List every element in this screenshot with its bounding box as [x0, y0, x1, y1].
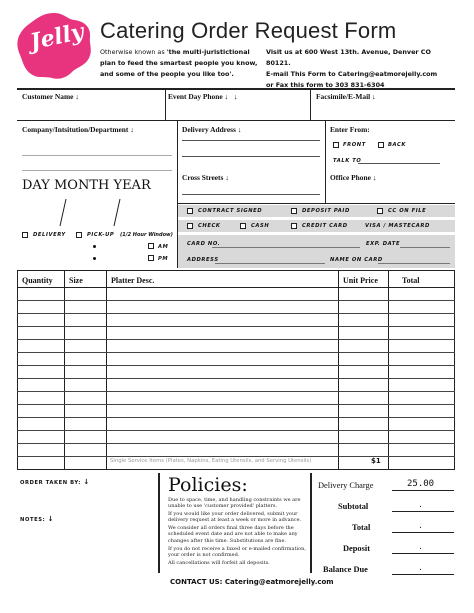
- credit-card-checkbox[interactable]: [291, 223, 297, 229]
- policy-3: We consider all orders final three days before the scheduled event date and are not able to make any changes after this time. Substitutions are fine.: [168, 525, 298, 544]
- office-phone-label: Office Phone ↓: [330, 173, 377, 182]
- address-label: ADDRESS: [187, 257, 219, 263]
- total-dot: .: [419, 521, 422, 531]
- name-on-card-label: NAME ON CARD: [330, 257, 383, 263]
- delivery-checkbox[interactable]: [22, 232, 28, 238]
- pickup-checkbox[interactable]: [76, 232, 82, 238]
- order-taken-by-field[interactable]: [20, 486, 155, 508]
- order-taken-by-label: ORDER TAKEN BY: ↓: [20, 478, 90, 486]
- total-field[interactable]: [392, 520, 454, 532]
- table-row[interactable]: [17, 443, 455, 444]
- arrow-down-icon: ↓: [83, 478, 90, 486]
- divider: [177, 203, 455, 204]
- deposit-paid-label: DEPOSIT PAID: [302, 208, 350, 214]
- col-header-size: Size: [69, 276, 83, 285]
- email-line: E-mail This Form to Catering@eatmorejelly.com: [266, 70, 438, 78]
- divider: [177, 120, 178, 203]
- col-header-total: Total: [402, 276, 420, 285]
- card-no-label: CARD NO.: [187, 241, 221, 247]
- notes-field[interactable]: [20, 524, 155, 572]
- arrow-down-icon: ↓: [372, 173, 377, 182]
- divider: [392, 511, 454, 512]
- section-top-rule: [17, 88, 455, 90]
- event-day-phone-label: Event Day Phone ↓ ↓: [168, 92, 238, 101]
- arrow-down-icon: ↓: [75, 92, 79, 101]
- total-label: Total: [352, 523, 371, 532]
- check-checkbox[interactable]: [187, 223, 193, 229]
- table-row[interactable]: [17, 313, 455, 314]
- fax-line: or Fax this form to 303 831-6304: [266, 81, 385, 89]
- arrow-down-icon: ↓: [47, 515, 55, 523]
- deposit-field[interactable]: [392, 541, 454, 553]
- divider: [392, 490, 454, 491]
- pm-label: PM: [158, 256, 169, 262]
- policy-4: If you do not receive a faxed or e-mailed confirmation, your order is not confirmed.: [168, 545, 306, 558]
- am-label: AM: [158, 244, 169, 250]
- cc-on-file-label: CC ON FILE: [388, 208, 427, 214]
- divider: [17, 120, 455, 121]
- divider: [182, 140, 320, 141]
- enter-from-label: Enter From:: [330, 125, 370, 134]
- service-items-text: Single Service Items (Plates, Napkins, Eating Utensils, and Serving Utensils): [110, 458, 312, 464]
- table-row[interactable]: [17, 365, 455, 366]
- divider: [158, 473, 160, 573]
- back-label: BACK: [388, 142, 407, 148]
- table-row[interactable]: [17, 352, 455, 353]
- divider: [400, 247, 450, 248]
- divider: [17, 287, 455, 288]
- visit-line: Visit us at 600 West 13th. Avenue, Denver CO 80121.: [266, 48, 431, 67]
- divider: [182, 156, 320, 157]
- am-checkbox[interactable]: [148, 243, 154, 249]
- table-row[interactable]: [17, 378, 455, 379]
- col-header-quantity: Quantity: [22, 276, 53, 285]
- col-header-platter-desc: Platter Desc.: [111, 276, 155, 285]
- front-label: FRONT: [343, 142, 366, 148]
- page-title: Catering Order Request Form: [100, 18, 397, 43]
- policies-text: [168, 497, 306, 566]
- facsimile-email-label: Facsimile/E-Mail ↓: [316, 92, 376, 101]
- arrow-down-icon: ↓: [372, 92, 376, 101]
- cross-streets-label: Cross Streets ↓: [182, 173, 229, 182]
- date-field[interactable]: [22, 196, 172, 228]
- pm-checkbox[interactable]: [148, 255, 154, 261]
- policy-5: All cancellations will forfeit all deposits.: [168, 559, 270, 566]
- service-items-price: $1: [371, 457, 381, 465]
- bullet-icon: [93, 245, 96, 248]
- credit-card-label: CREDIT CARD: [302, 223, 348, 229]
- policy-1: Due to space, time, and handling constraints we are unable to use 'customer provided' platters.: [168, 497, 301, 510]
- table-row[interactable]: [17, 456, 455, 457]
- divider: [310, 88, 311, 120]
- customer-name-label: Customer Name ↓: [22, 92, 79, 101]
- delivery-address-label: Delivery Address ↓: [182, 125, 242, 134]
- divider: [22, 155, 172, 156]
- policies-title: Policies:: [168, 474, 248, 496]
- contact-block: [266, 47, 456, 91]
- cash-checkbox[interactable]: [240, 223, 246, 229]
- visa-mastercard-label: VISA / MASTECARD: [365, 223, 430, 229]
- cash-label: CASH: [251, 223, 270, 229]
- customer-name-field[interactable]: [22, 102, 162, 118]
- deposit-label: Deposit: [343, 544, 370, 553]
- table-row[interactable]: [17, 391, 455, 392]
- event-day-phone-field[interactable]: [168, 102, 306, 118]
- subtotal-label: Subtotal: [338, 502, 369, 511]
- table-row[interactable]: [17, 300, 455, 301]
- table-row[interactable]: [17, 417, 455, 418]
- divider: [392, 574, 454, 575]
- table-row[interactable]: [17, 339, 455, 340]
- contract-signed-checkbox[interactable]: [187, 208, 193, 214]
- cross-streets-field[interactable]: [182, 182, 320, 198]
- divider: [310, 473, 312, 573]
- logo-text: Jelly: [27, 18, 87, 56]
- check-label: CHECK: [198, 223, 221, 229]
- policy-2: If you would like your order delivered, submit your delivery request at least a week or more in advance.: [168, 511, 302, 524]
- balance-due-dot: .: [419, 563, 422, 573]
- back-checkbox[interactable]: [378, 142, 384, 148]
- intro-prefix: Otherwise known as: [100, 48, 167, 56]
- deposit-paid-checkbox[interactable]: [291, 208, 297, 214]
- divider: [358, 163, 440, 164]
- divider: [182, 194, 320, 195]
- company-field[interactable]: [22, 136, 172, 170]
- contract-signed-label: CONTRACT SIGNED: [198, 208, 263, 214]
- pickup-label: PICK-UP: [87, 232, 115, 238]
- exp-date-label: EXP. DATE: [366, 241, 401, 247]
- deposit-dot: .: [419, 542, 422, 552]
- delivery-charge-label: Delivery Charge: [318, 481, 374, 490]
- bullet-icon: [93, 257, 96, 260]
- divider: [215, 263, 325, 264]
- company-label: Company/Intsitution/Department ↓: [22, 125, 134, 134]
- subtotal-field[interactable]: [392, 499, 454, 511]
- subtotal-dot: .: [419, 500, 422, 510]
- front-checkbox[interactable]: [333, 142, 339, 148]
- cc-on-file-checkbox[interactable]: [377, 208, 383, 214]
- divider: [325, 120, 326, 203]
- divider: [392, 553, 454, 554]
- table-row[interactable]: [17, 430, 455, 431]
- arrow-down-icon: ↓: [237, 125, 242, 134]
- intro-text: [100, 47, 258, 80]
- intro-bold: 'the multi-juristictional plan to feed the smartest people you know, and some of the people you like too'.: [100, 48, 258, 78]
- day-month-year-label: DAY MONTH YEAR: [22, 178, 151, 193]
- notes-label: NOTES: ↓: [20, 515, 55, 523]
- office-phone-field[interactable]: [390, 172, 450, 188]
- contact-us-line[interactable]: CONTACT US: Catering@eatmorejelly.com: [170, 578, 334, 586]
- table-row[interactable]: [17, 326, 455, 327]
- arrow-down-icon: ↓: [233, 92, 238, 101]
- arrow-down-icon: ↓: [225, 173, 229, 182]
- delivery-charge-value[interactable]: 25.00: [407, 479, 435, 489]
- pickup-note: (1/2 Hour Window): [120, 232, 173, 238]
- col-header-unit-price: Unit Price: [343, 276, 378, 285]
- delivery-label: DELIVERY: [33, 232, 66, 238]
- divider: [212, 247, 360, 248]
- balance-due-label: Balance Due: [323, 565, 368, 574]
- table-row[interactable]: [17, 404, 455, 405]
- talk-to-label: TALK TO: [333, 158, 362, 164]
- divider: [378, 263, 450, 264]
- balance-due-field[interactable]: [392, 562, 454, 574]
- delivery-address-field[interactable]: [182, 138, 320, 158]
- divider: [22, 170, 172, 171]
- facsimile-email-field[interactable]: [314, 102, 454, 118]
- arrow-down-icon: ↓: [224, 92, 229, 101]
- divider: [392, 532, 454, 533]
- divider: [165, 88, 166, 120]
- arrow-down-icon: ↓: [130, 125, 134, 134]
